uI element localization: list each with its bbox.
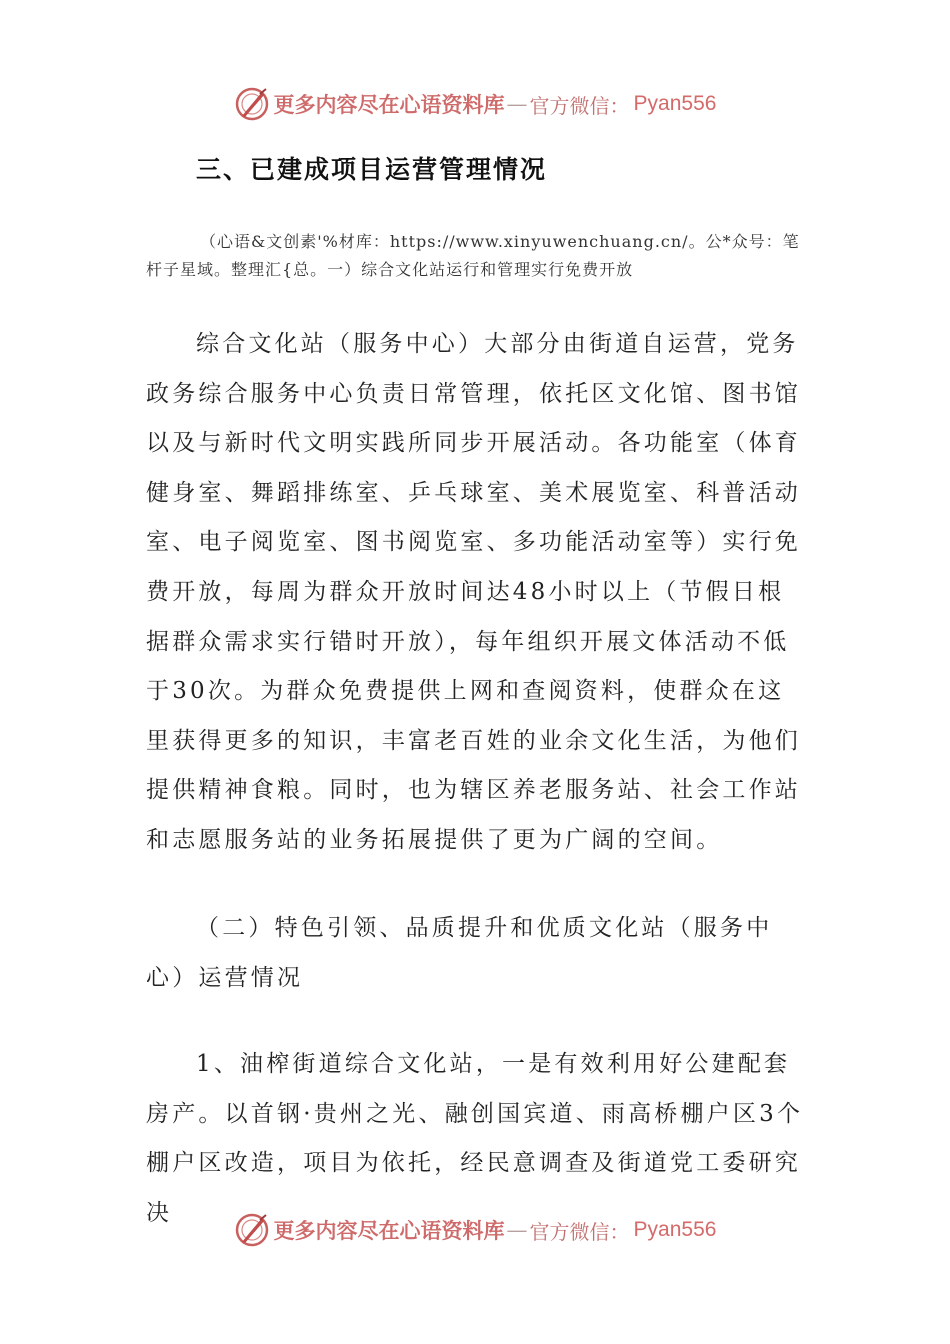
subheading-featured-stations: （二）特色引领、品质提升和优质文化站（服务中心）运营情况	[146, 915, 773, 991]
banner-wechat-id: Pyan556	[633, 92, 717, 115]
banner-dash: —	[506, 1218, 528, 1242]
banner-wechat-id: Pyan556	[633, 1218, 717, 1241]
footer-banner	[0, 1208, 950, 1252]
quill-seal-icon	[234, 1212, 270, 1248]
banner-dash: —	[506, 92, 528, 116]
section-title: 三、已建成项目运营管理情况	[196, 155, 548, 184]
paragraph-free-opening: 综合文化站（服务中心）大部分由街道自运营，党务政务综合服务中心负责日常管理，依托区文化馆、图书馆以及与新时代文明实践所同步开展活动。各功能室（体育健身室、舞蹈排练室、乒乓球室、美术展览室、科普活动室、电子阅览室、图书阅览室、多功能活动室等）实行免费开放，每周为群众开放时间达48小时以上（节假日根据群众需求实行错时开放），每年组织开展文体活动不低于30次。为群众免费提供上网和查阅资料，使群众在这里获得更多的知识，丰富老百姓的业余文化生活，为他们提供精神食粮。同时，也为辖区养老服务站、社会工作站和志愿服务站的业务拓展提供了更为广阔的空间。	[146, 331, 801, 853]
banner-text: 更多内容尽在心语资料库	[273, 92, 505, 117]
quill-seal-icon	[234, 86, 270, 122]
banner-label: 官方微信：	[529, 93, 630, 118]
banner-text: 更多内容尽在心语资料库	[273, 1218, 505, 1243]
header-banner	[0, 82, 950, 126]
source-note: （心语&文创素'%材库：https://www.xinyuwenchuang.cn/。公*众号：笔杆子星域。整理汇{总。一）综合文化站运行和管理实行免费开放	[146, 232, 800, 279]
banner-label: 官方微信：	[529, 1219, 630, 1244]
paragraph-youzha-station: 1、油榨街道综合文化站，一是有效利用好公建配套房产。以首钢·贵州之光、融创国宾道、雨高桥棚户区3个棚户区改造，项目为依托，经民意调查及街道党工委研究决	[146, 1051, 804, 1226]
